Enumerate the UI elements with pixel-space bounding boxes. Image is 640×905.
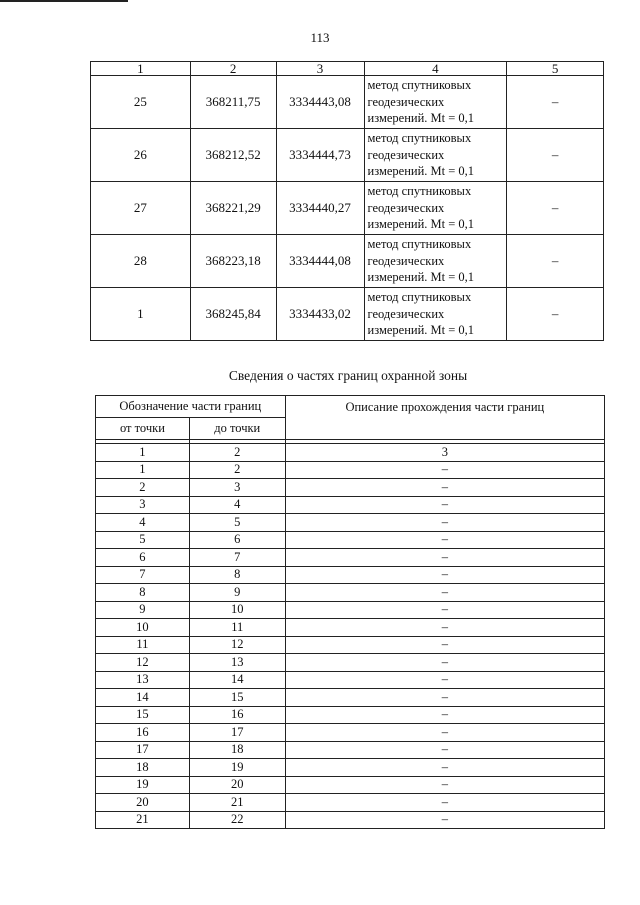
to-point-cell: 9 — [189, 584, 285, 602]
from-point-cell: 19 — [96, 776, 190, 794]
from-point-cell: 14 — [96, 689, 190, 707]
to-point-cell: 10 — [189, 601, 285, 619]
note-cell: – — [507, 182, 604, 235]
y-coord-cell: 3334433,02 — [276, 288, 364, 341]
description-cell: – — [285, 759, 604, 777]
from-point-cell: 6 — [96, 549, 190, 567]
note-cell: – — [507, 76, 604, 129]
to-point-cell: 11 — [189, 619, 285, 637]
from-point-cell: 3 — [96, 496, 190, 514]
table-row — [96, 584, 605, 602]
table-row — [96, 689, 605, 707]
description-cell: – — [285, 706, 604, 724]
col-header: 4 — [364, 62, 507, 76]
page-number: 113 — [310, 30, 330, 45]
col-header: 3 — [276, 62, 364, 76]
description-cell: – — [285, 619, 604, 637]
from-point-cell: 4 — [96, 514, 190, 532]
table-row — [96, 514, 605, 532]
table-row — [96, 794, 605, 812]
table-row — [96, 549, 605, 567]
description-cell: – — [285, 811, 604, 829]
from-point-cell: 12 — [96, 654, 190, 672]
description-cell: – — [285, 724, 604, 742]
coordinates-table — [90, 61, 604, 341]
table-row — [96, 724, 605, 742]
from-point-cell: 15 — [96, 706, 190, 724]
from-point-cell: 9 — [96, 601, 190, 619]
description-cell: – — [285, 584, 604, 602]
from-point-cell: 10 — [96, 619, 190, 637]
x-coord-cell: 368223,18 — [190, 235, 276, 288]
col-header: 5 — [507, 62, 604, 76]
description-cell: – — [285, 479, 604, 497]
table-row — [96, 654, 605, 672]
description-cell: – — [285, 794, 604, 812]
to-point-cell: 14 — [189, 671, 285, 689]
top-rule — [0, 0, 128, 2]
from-point-cell: 11 — [96, 636, 190, 654]
description-cell: – — [285, 531, 604, 549]
to-point-cell: 13 — [189, 654, 285, 672]
description-cell: – — [285, 461, 604, 479]
to-point-cell: 17 — [189, 724, 285, 742]
table-row — [91, 288, 604, 341]
method-cell: метод спутниковых геодезических измерений. Mt = 0,1 — [364, 76, 507, 129]
header-from: от точки — [96, 418, 190, 440]
col-number: 2 — [189, 444, 285, 462]
x-coord-cell: 368245,84 — [190, 288, 276, 341]
y-coord-cell: 3334443,08 — [276, 76, 364, 129]
table-row — [96, 759, 605, 777]
method-cell: метод спутниковых геодезических измерений. Mt = 0,1 — [364, 129, 507, 182]
description-cell: – — [285, 601, 604, 619]
table-row — [96, 601, 605, 619]
table-row — [96, 636, 605, 654]
table-row — [96, 461, 605, 479]
header-group: Обозначение части границ — [96, 396, 286, 418]
table-row — [96, 706, 605, 724]
description-cell: – — [285, 689, 604, 707]
description-cell: – — [285, 741, 604, 759]
table-row — [96, 776, 605, 794]
x-coord-cell: 368212,52 — [190, 129, 276, 182]
x-coord-cell: 368221,29 — [190, 182, 276, 235]
from-point-cell: 21 — [96, 811, 190, 829]
table-row — [96, 811, 605, 829]
point-cell: 28 — [91, 235, 191, 288]
header-description: Описание прохождения части границ — [285, 396, 604, 440]
to-point-cell: 21 — [189, 794, 285, 812]
col-number-row — [96, 444, 605, 462]
note-cell: – — [507, 129, 604, 182]
from-point-cell: 8 — [96, 584, 190, 602]
point-cell: 1 — [91, 288, 191, 341]
from-point-cell: 18 — [96, 759, 190, 777]
method-cell: метод спутниковых геодезических измерений. Mt = 0,1 — [364, 235, 507, 288]
table-row — [96, 741, 605, 759]
section-title: Сведения о частях границ охранной зоны — [228, 368, 468, 383]
from-point-cell: 17 — [96, 741, 190, 759]
note-cell: – — [507, 288, 604, 341]
from-point-cell: 16 — [96, 724, 190, 742]
table-row — [91, 182, 604, 235]
to-point-cell: 2 — [189, 461, 285, 479]
description-cell: – — [285, 671, 604, 689]
to-point-cell: 20 — [189, 776, 285, 794]
from-point-cell: 7 — [96, 566, 190, 584]
to-point-cell: 15 — [189, 689, 285, 707]
boundary-parts-table — [95, 395, 605, 829]
table-row — [91, 76, 604, 129]
point-cell: 25 — [91, 76, 191, 129]
table-row — [96, 671, 605, 689]
to-point-cell: 4 — [189, 496, 285, 514]
point-cell: 26 — [91, 129, 191, 182]
description-cell: – — [285, 514, 604, 532]
col-number: 3 — [285, 444, 604, 462]
description-cell: – — [285, 566, 604, 584]
table-row — [91, 129, 604, 182]
to-point-cell: 7 — [189, 549, 285, 567]
table-row — [91, 235, 604, 288]
from-point-cell: 20 — [96, 794, 190, 812]
y-coord-cell: 3334444,08 — [276, 235, 364, 288]
to-point-cell: 6 — [189, 531, 285, 549]
description-cell: – — [285, 496, 604, 514]
point-cell: 27 — [91, 182, 191, 235]
description-cell: – — [285, 549, 604, 567]
x-coord-cell: 368211,75 — [190, 76, 276, 129]
coordinates-header-row — [91, 62, 604, 76]
y-coord-cell: 3334444,73 — [276, 129, 364, 182]
to-point-cell: 3 — [189, 479, 285, 497]
col-header: 2 — [190, 62, 276, 76]
from-point-cell: 13 — [96, 671, 190, 689]
from-point-cell: 1 — [96, 461, 190, 479]
parts-header-row — [96, 396, 605, 418]
to-point-cell: 12 — [189, 636, 285, 654]
table-row — [96, 566, 605, 584]
method-cell: метод спутниковых геодезических измерений. Mt = 0,1 — [364, 182, 507, 235]
table-row — [96, 619, 605, 637]
from-point-cell: 2 — [96, 479, 190, 497]
to-point-cell: 16 — [189, 706, 285, 724]
method-cell: метод спутниковых геодезических измерений. Mt = 0,1 — [364, 288, 507, 341]
table-row — [96, 479, 605, 497]
description-cell: – — [285, 776, 604, 794]
table-row — [96, 531, 605, 549]
header-to: до точки — [189, 418, 285, 440]
y-coord-cell: 3334440,27 — [276, 182, 364, 235]
table-row — [96, 496, 605, 514]
to-point-cell: 5 — [189, 514, 285, 532]
description-cell: – — [285, 654, 604, 672]
note-cell: – — [507, 235, 604, 288]
col-number: 1 — [96, 444, 190, 462]
from-point-cell: 5 — [96, 531, 190, 549]
to-point-cell: 18 — [189, 741, 285, 759]
to-point-cell: 19 — [189, 759, 285, 777]
to-point-cell: 22 — [189, 811, 285, 829]
col-header: 1 — [91, 62, 191, 76]
to-point-cell: 8 — [189, 566, 285, 584]
description-cell: – — [285, 636, 604, 654]
